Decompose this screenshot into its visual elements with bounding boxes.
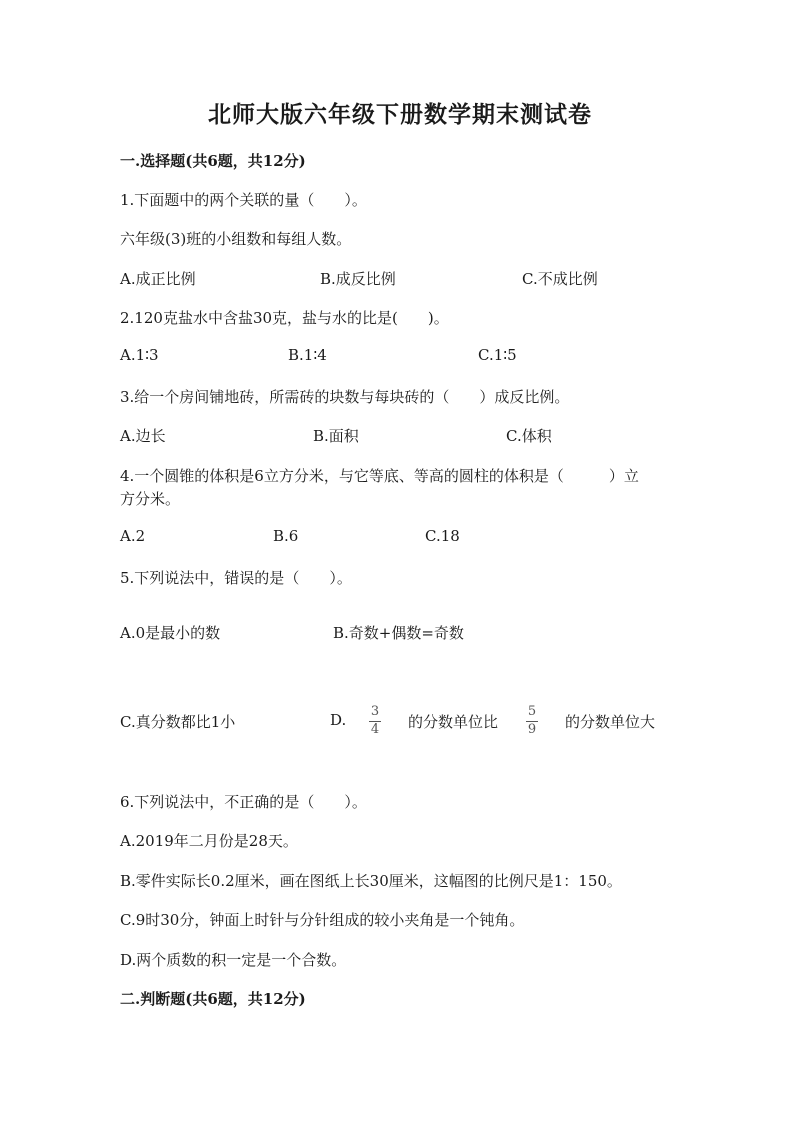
q2-option-c: C.1∶5 [478,346,517,364]
q5-option-a: A.0是最小的数 [120,624,221,642]
q3-option-c: C.体积 [506,427,552,445]
q6-option-d: D.两个质数的积一定是一个合数。 [120,951,347,969]
q4-option-b: B.6 [273,527,299,545]
q2-stem: 2.120克盐水中含盐30克，盐与水的比是( )。 [120,309,449,327]
q6-option-b: B.零件实际长0.2厘米，画在图纸上长30厘米，这幅图的比例尺是1：150。 [120,872,622,890]
q4-stem-line2: 方分米。 [120,490,181,508]
q5-stem: 5.下列说法中，错误的是（ ）。 [120,569,352,587]
q5-option-d-end: 的分数单位大 [565,713,656,731]
q1-context: 六年级(3)班的小组数和每组人数。 [120,230,352,248]
q1-stem: 1.下面题中的两个关联的量（ ）。 [120,191,367,209]
q3-option-b: B.面积 [313,427,359,445]
q6-stem: 6.下列说法中，不正确的是（ ）。 [120,793,367,811]
q5-option-d-middle: 的分数单位比 [408,713,499,731]
q1-option-b: B.成反比例 [320,270,396,288]
q5-option-b: B.奇数+偶数=奇数 [333,624,464,642]
q2-option-a: A.1∶3 [120,346,159,364]
q1-option-a: A.成正比例 [120,270,196,288]
q1-option-c: C.不成比例 [522,270,598,288]
q4-option-c: C.18 [425,527,460,545]
section-1-heading: 一.选择题(共6题，共12分) [120,152,306,170]
q5-option-d-label: D. [330,711,347,729]
q5-option-c: C.真分数都比1小 [120,713,236,731]
q5-fraction-1 [369,705,381,737]
exam-title: 北师大版六年级下册数学期末测试卷 [208,101,592,128]
q5-fraction-2 [526,705,538,737]
q3-stem: 3.给一个房间铺地砖，所需砖的块数与每块砖的（ ）成反比例。 [120,388,570,406]
q5-fraction-2-numerator: 5 [527,704,537,719]
q3-option-a: A.边长 [120,427,166,445]
q2-option-b: B.1∶4 [288,346,327,364]
q6-option-a: A.2019年二月份是28天。 [120,832,298,850]
q4-option-a: A.2 [120,527,146,545]
q4-stem-line1: 4.一个圆锥的体积是6立方分米，与它等底、等高的圆柱的体积是（ ）立 [120,467,639,485]
q5-fraction-1-denominator: 4 [370,722,380,737]
q5-fraction-2-denominator: 9 [527,722,537,737]
q5-fraction-1-numerator: 3 [370,704,380,719]
section-2-heading: 二.判断题(共6题，共12分) [120,990,306,1008]
q6-option-c: C.9时30分，钟面上时针与分针组成的较小夹角是一个钝角。 [120,911,525,929]
